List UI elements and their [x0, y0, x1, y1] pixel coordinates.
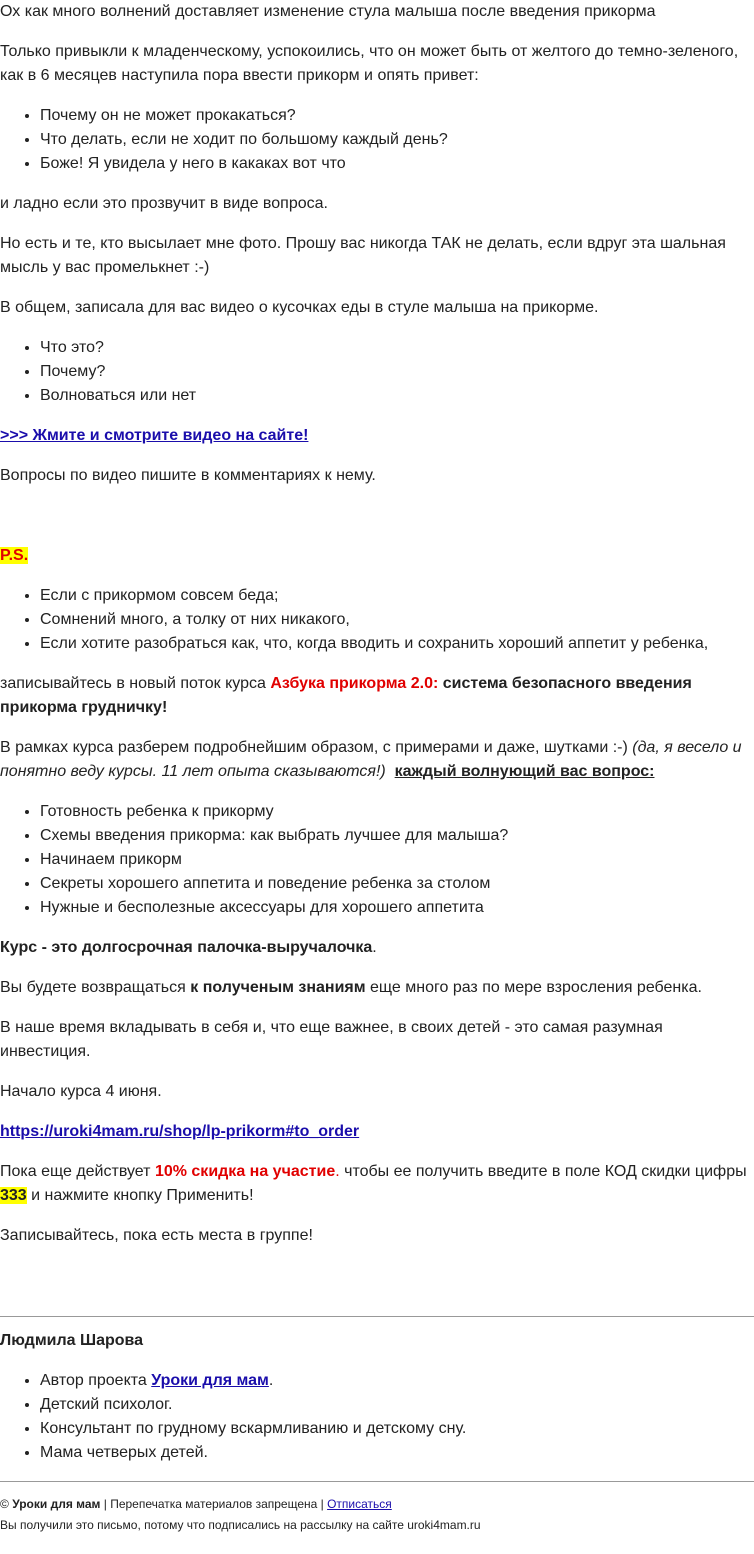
questions-list — [0, 104, 754, 176]
course-url-paragraph — [0, 1120, 754, 1144]
question-note: и ладно если это прозвучит в виде вопроса. — [0, 195, 328, 212]
discount-paragraph: Пока еще действует 10% скидка на участие. чтобы ее получить введите в поле КОД скидки цифры 333 и нажмите кнопку Применить! — [0, 1163, 747, 1204]
list-item: • Что делать, если не ходит по большому каждый день? — [40, 128, 754, 152]
signup-call: Записывайтесь, пока есть места в группе! — [0, 1227, 313, 1244]
project-link[interactable]: Уроки для мам — [151, 1372, 269, 1389]
video-points-list — [0, 336, 754, 408]
discount-code: 333 — [0, 1187, 27, 1204]
comments-note: Вопросы по видео пишите в комментариях к нему. — [0, 467, 376, 484]
list-item: • Что это? — [40, 336, 754, 360]
watch-video-link[interactable]: >>> Жмите и смотрите видео на сайте! — [0, 427, 309, 444]
divider — [0, 1481, 754, 1482]
list-item: • Если с прикормом совсем беда; — [40, 584, 754, 608]
ps-label: P.S. — [0, 547, 29, 564]
list-item: • Схемы введения прикорма: как выбрать лучшее для малыша? — [40, 824, 754, 848]
course-topics-list — [0, 800, 754, 920]
author-roles-list — [0, 1369, 754, 1465]
list-item: • Детский психолог. — [40, 1393, 754, 1417]
list-item: • Автор проекта Уроки для мам. — [40, 1369, 754, 1393]
every-question-label: каждый волнующий вас вопрос: — [394, 763, 655, 780]
intro-paragraph: Только привыкли к младенческому, успокоились, что он может быть от желтого до темно-зеленого, как в 6 месяцев наступила пора ввести прикорм и опять привет: — [0, 43, 739, 84]
discount-offer: 10% скидка на участие — [154, 1163, 336, 1180]
list-item: • Волноваться или нет — [40, 384, 754, 408]
footer-copyright: © Уроки для мам | Перепечатка материалов запрещена | Отписаться — [0, 1497, 392, 1511]
author-name: Людмила Шарова — [0, 1332, 144, 1349]
list-item: • Начинаем прикорм — [40, 848, 754, 872]
footer-reason: Вы получили это письмо, потому что подписались на рассылку на сайте uroki4mam.ru — [0, 1518, 481, 1532]
list-item: • Почему он не может прокакаться? — [40, 104, 754, 128]
course-order-link[interactable]: https://uroki4mam.ru/shop/lp-prikorm#to_order — [0, 1123, 360, 1140]
video-link-paragraph — [0, 424, 754, 448]
list-item: • Готовность ребенка к прикорму — [40, 800, 754, 824]
footer-brand: Уроки для мам — [12, 1497, 101, 1511]
ps-paragraph — [0, 544, 754, 568]
spacer — [0, 1264, 754, 1316]
intro-heading: Ох как много волнений доставляет изменение стула малыша после введения прикорма — [0, 3, 656, 20]
footer — [0, 1494, 754, 1536]
lifesaver-paragraph: Курс - это долгосрочная палочка-выручалочка. — [0, 939, 377, 956]
course-name: Азбука прикорма 2.0: — [270, 675, 439, 692]
divider — [0, 1316, 754, 1317]
spacer — [0, 504, 754, 544]
course-frame-paragraph: В рамках курса разберем подробнейшим образом, с примерами и даже, шутками :-) (да, я весело и понятно веду курсы. 11 лет опыта сказываются!) каждый волнующий вас вопрос: — [0, 739, 742, 780]
return-paragraph: Вы будете возвращаться к полученым знаниям еще много раз по мере взросления ребенка. — [0, 979, 702, 996]
list-item: • Мама четверых детей. — [40, 1441, 754, 1465]
list-item: • Сомнений много, а толку от них никакого, — [40, 608, 754, 632]
invest-paragraph: В наше время вкладывать в себя и, что еще важнее, в своих детей - это самая разумная инвестиция. — [0, 1019, 663, 1060]
list-item: • Секреты хорошего аппетита и поведение ребенка за столом — [40, 872, 754, 896]
course-start: Начало курса 4 июня. — [0, 1083, 162, 1100]
list-item: • Почему? — [40, 360, 754, 384]
video-intro: В общем, записала для вас видео о кусочках еды в стуле малыша на прикорме. — [0, 299, 599, 316]
list-item: • Боже! Я увидела у него в какаках вот что — [40, 152, 754, 176]
photo-note: Но есть и те, кто высылает мне фото. Прошу вас никогда ТАК не делать, если вдруг эта шальная мысль у вас промелькнет :-) — [0, 235, 726, 276]
ps-list — [0, 584, 754, 656]
list-item: • Консультант по грудному вскармливанию и детскому сну. — [40, 1417, 754, 1441]
unsubscribe-link[interactable]: Отписаться — [327, 1497, 392, 1511]
experience-note: (да, я весело и понятно веду курсы. 11 лет опыта сказываются!) — [0, 739, 742, 780]
list-item: • Если хотите разобраться как, что, когда вводить и сохранить хороший аппетит у ребенка, — [40, 632, 754, 656]
enroll-paragraph: записывайтесь в новый поток курса Азбука прикорма 2.0: система безопасного введения прикорма грудничку! — [0, 675, 692, 716]
course-tagline: система безопасного введения прикорма грудничку! — [0, 675, 692, 716]
list-item: • Нужные и бесполезные аксессуары для хорошего аппетита — [40, 896, 754, 920]
